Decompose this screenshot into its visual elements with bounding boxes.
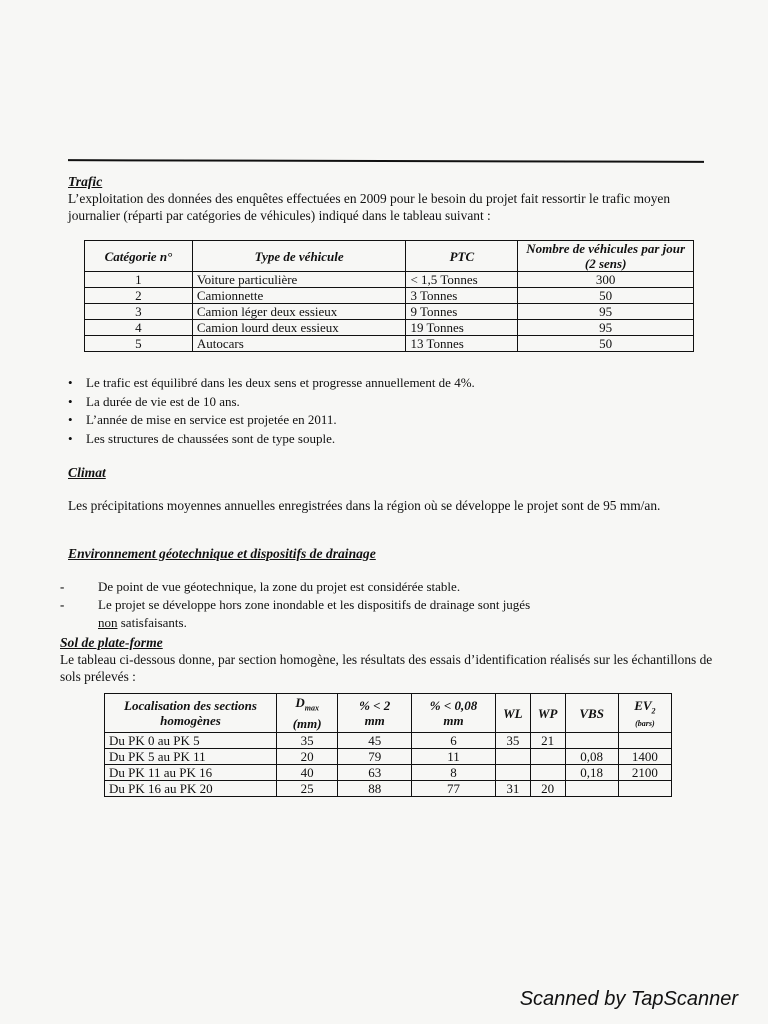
p2-unit: mm bbox=[364, 713, 385, 728]
cell: Du PK 16 au PK 20 bbox=[105, 781, 277, 797]
list-item bbox=[60, 578, 720, 596]
bullet-text: La durée de vie est de 10 ans. bbox=[86, 393, 240, 409]
cell: 25 bbox=[276, 781, 337, 797]
cell bbox=[565, 733, 618, 749]
cell: Camionnette bbox=[192, 288, 406, 304]
cell: 20 bbox=[530, 781, 565, 797]
cell: 50 bbox=[518, 336, 694, 352]
cell bbox=[530, 765, 565, 781]
table-row bbox=[85, 320, 694, 336]
cell: 63 bbox=[338, 765, 412, 781]
cell: 79 bbox=[338, 749, 412, 765]
table-row bbox=[105, 781, 672, 797]
cell: Voiture particulière bbox=[192, 272, 406, 288]
list-item bbox=[68, 374, 708, 393]
header-nombre-vehicules: Nombre de véhicules par jour (2 sens) bbox=[518, 241, 694, 272]
bullet-icon: • bbox=[68, 375, 73, 390]
trafic-table bbox=[84, 240, 694, 352]
cell: 19 Tonnes bbox=[406, 320, 518, 336]
cell: 9 Tonnes bbox=[406, 304, 518, 320]
trafic-intro: L’exploitation des données des enquêtes effectuées en 2009 pour le besoin du projet fait ressortir le trafic moyen journalier (réparti par catégories de véhicules) indiqué dans le tableau suivant : bbox=[68, 191, 671, 223]
table-row bbox=[85, 272, 694, 288]
dmax-unit: (mm) bbox=[292, 715, 322, 731]
header-p2 bbox=[338, 694, 412, 733]
list-item bbox=[60, 596, 720, 632]
item-text: Le projet se développe hors zone inondable et les dispositifs de drainage sont jugés bbox=[98, 597, 531, 612]
header-wl: WL bbox=[495, 694, 530, 733]
cell: 2100 bbox=[618, 765, 671, 781]
item-tail-underlined: non bbox=[98, 615, 118, 630]
sol-section bbox=[60, 634, 720, 685]
cell bbox=[565, 781, 618, 797]
cell: Autocars bbox=[192, 336, 406, 352]
header-localisation: Localisation des sections homogènes bbox=[105, 694, 277, 733]
sol-heading: Sol de plate-forme bbox=[60, 635, 163, 650]
bullet-icon: • bbox=[68, 412, 73, 427]
cell: 4 bbox=[85, 320, 193, 336]
cell: 8 bbox=[412, 765, 496, 781]
cell: 0,08 bbox=[565, 749, 618, 765]
header-p008 bbox=[412, 694, 496, 733]
table-row bbox=[85, 288, 694, 304]
table-row bbox=[85, 304, 694, 320]
cell: Du PK 5 au PK 11 bbox=[105, 749, 277, 765]
sol-intro: Le tableau ci-dessous donne, par section homogène, les résultats des essais d’identification réalisés sur les échantillons de sols prélevés : bbox=[60, 652, 713, 684]
ev2-unit: (bars) bbox=[635, 718, 655, 728]
cell: 300 bbox=[518, 272, 694, 288]
cell: 3 bbox=[85, 304, 193, 320]
list-item bbox=[68, 411, 708, 430]
bullet-icon: • bbox=[68, 430, 73, 446]
header-ev2 bbox=[618, 694, 671, 733]
top-rule bbox=[68, 159, 704, 163]
cell: 50 bbox=[518, 288, 694, 304]
cell: 3 Tonnes bbox=[406, 288, 518, 304]
cell: 13 Tonnes bbox=[406, 336, 518, 352]
bullet-icon: • bbox=[68, 393, 73, 409]
cell: 88 bbox=[338, 781, 412, 797]
cell bbox=[618, 733, 671, 749]
environnement-section bbox=[68, 545, 708, 562]
p008-label: % < 0,08 bbox=[429, 698, 478, 713]
cell: 35 bbox=[276, 733, 337, 749]
cell: 35 bbox=[495, 733, 530, 749]
header-wp: WP bbox=[530, 694, 565, 733]
cell: 11 bbox=[412, 749, 496, 765]
list-item bbox=[68, 393, 708, 412]
list-item bbox=[68, 430, 708, 449]
environnement-heading: Environnement géotechnique et dispositifs de drainage bbox=[68, 546, 376, 561]
environnement-items bbox=[60, 578, 720, 632]
cell: 5 bbox=[85, 336, 193, 352]
cell: 0,18 bbox=[565, 765, 618, 781]
cell: 40 bbox=[276, 765, 337, 781]
climat-section bbox=[68, 464, 708, 514]
cell: 77 bbox=[412, 781, 496, 797]
cell: 2 bbox=[85, 288, 193, 304]
header-type-vehicule: Type de véhicule bbox=[192, 241, 406, 272]
dmax-sub: max bbox=[304, 703, 319, 713]
cell: 31 bbox=[495, 781, 530, 797]
cell: 21 bbox=[530, 733, 565, 749]
table-row bbox=[85, 336, 694, 352]
bullet-text: Le trafic est équilibré dans les deux sens et progresse annuellement de 4%. bbox=[86, 375, 475, 390]
cell: 6 bbox=[412, 733, 496, 749]
p2-label: % < 2 bbox=[359, 698, 391, 713]
cell: 95 bbox=[518, 304, 694, 320]
scanner-watermark: Scanned by TapScanner bbox=[519, 988, 738, 1010]
header-ptc: PTC bbox=[406, 241, 518, 272]
cell: Du PK 11 au PK 16 bbox=[105, 765, 277, 781]
header-dmax bbox=[276, 694, 337, 733]
sol-table-header bbox=[105, 694, 672, 733]
dash-icon: - bbox=[60, 597, 65, 612]
dmax-label: D bbox=[295, 695, 305, 711]
trafic-table-header bbox=[85, 241, 694, 272]
cell: Camion lourd deux essieux bbox=[192, 320, 406, 336]
table-row bbox=[105, 765, 672, 781]
climat-heading: Climat bbox=[68, 465, 106, 480]
trafic-bullets bbox=[68, 374, 708, 448]
cell bbox=[530, 749, 565, 765]
cell bbox=[495, 765, 530, 781]
cell: 1 bbox=[85, 272, 193, 288]
climat-text: Les précipitations moyennes annuelles enregistrées dans la région où se développe le projet sont de 95 mm/an. bbox=[68, 498, 661, 513]
cell: 20 bbox=[276, 749, 337, 765]
table-row bbox=[105, 749, 672, 765]
cell: Du PK 0 au PK 5 bbox=[105, 733, 277, 749]
cell: Camion léger deux essieux bbox=[192, 304, 406, 320]
ev2-sub: 2 bbox=[651, 706, 656, 716]
bullet-text: L’année de mise en service est projetée en 2011. bbox=[86, 412, 337, 427]
dash-icon: - bbox=[60, 579, 65, 594]
cell bbox=[618, 781, 671, 797]
header-vbs: VBS bbox=[565, 694, 618, 733]
cell bbox=[495, 749, 530, 765]
sol-table bbox=[104, 693, 672, 797]
ev2-label: EV bbox=[634, 698, 652, 714]
cell: < 1,5 Tonnes bbox=[406, 272, 518, 288]
cell: 1400 bbox=[618, 749, 671, 765]
item-tail: satisfaisants. bbox=[117, 615, 187, 630]
cell: 45 bbox=[338, 733, 412, 749]
table-row bbox=[105, 733, 672, 749]
trafic-heading: Trafic bbox=[68, 174, 103, 189]
header-categorie: Catégorie n° bbox=[85, 241, 193, 272]
p008-unit: mm bbox=[443, 713, 464, 728]
bullet-text: Les structures de chaussées sont de type souple. bbox=[86, 430, 336, 446]
cell: 95 bbox=[518, 320, 694, 336]
item-text: De point de vue géotechnique, la zone du projet est considérée stable. bbox=[98, 579, 461, 594]
trafic-section bbox=[68, 173, 708, 224]
